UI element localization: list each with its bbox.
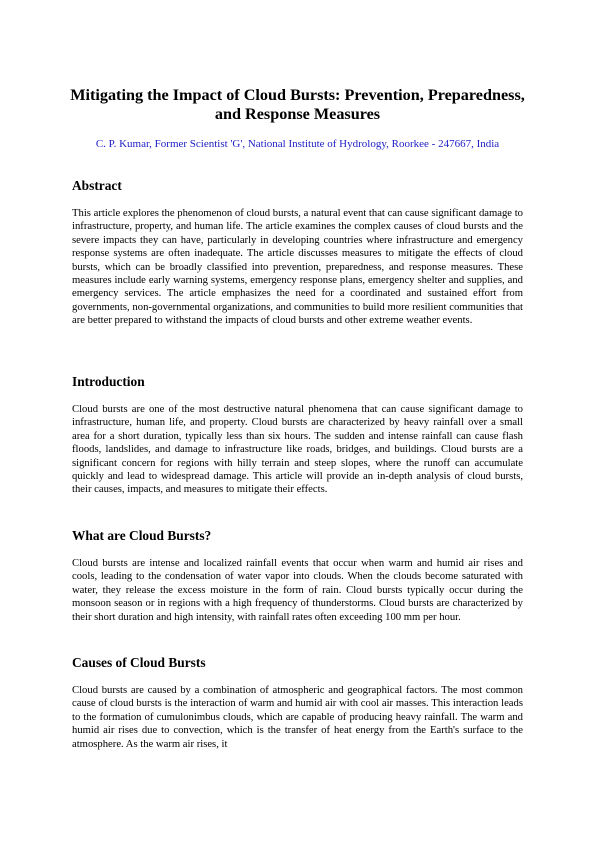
abstract-heading: Abstract	[72, 178, 122, 193]
abstract-section	[72, 178, 523, 328]
causes-heading: Causes of Cloud Bursts	[72, 655, 206, 670]
what-are-cloud-bursts-heading: What are Cloud Bursts?	[72, 528, 212, 543]
author-line: C. P. Kumar, Former Scientist 'G', National Institute of Hydrology, Roorkee - 247667, India	[95, 138, 500, 150]
introduction-section	[72, 374, 523, 497]
introduction-heading: Introduction	[72, 374, 145, 389]
what-are-cloud-bursts-section	[72, 528, 523, 624]
causes-paragraph: Cloud bursts are caused by a combination of atmospheric and geographical factors. The most common cause of cloud bursts is the interaction of warm and humid air with cool air masses. This interaction leads to the formation of cumulonimbus clouds, which are capable of producing heavy rainfall. The warm and humid air rises due to convection, which is the transfer of heat energy from the Earth's surface to the atmosphere. As the warm air rises, it	[72, 685, 523, 750]
causes-section	[72, 655, 523, 751]
paper-title: Mitigating the Impact of Cloud Bursts: Prevention, Preparedness, and Response Measures	[70, 86, 525, 123]
what-are-cloud-bursts-paragraph: Cloud bursts are intense and localized rainfall events that occur when warm and humid air rises and cools, leading to the condensation of water vapor into clouds. When the clouds become saturated with water, they release the excess moisture in the form of rain. Cloud bursts typically occur during the monsoon season or in regions with a high frequency of thunderstorms. Cloud bursts are characterized by their short duration and high intensity, with rainfall rates often exceeding 100 mm per hour.	[72, 558, 523, 623]
abstract-paragraph: This article explores the phenomenon of cloud bursts, a natural event that can cause significant damage to infrastructure, property, and human life. The article examines the complex causes of cloud bursts and the severe impacts they can have, particularly in developing countries where infrastructure and emergency response systems are often inadequate. The article discusses measures to mitigate the effects of cloud bursts, which can be broadly classified into prevention, preparedness, and response measures. These measures include early warning systems, emergency response plans, emergency shelter and supplies, and emergency services. The article emphasizes the need for a coordinated and sustained effort from governments, non-governmental organizations, and communities to build more resilient communities that are better prepared to withstand the impacts of cloud bursts and other extreme weather events.	[72, 208, 523, 327]
introduction-paragraph: Cloud bursts are one of the most destructive natural phenomena that can cause significant damage to infrastructure, human life, and property. Cloud bursts are characterized by heavy rainfall over a small area for a short duration, typically less than six hours. The sudden and intense rainfall can cause flash floods, landslides, and damage to infrastructure like roads, bridges, and buildings. Cloud bursts are a significant concern for regions with hilly terrain and steep slopes, where the runoff can accumulate quickly and lead to widespread damage. This article will provide an in-depth analysis of cloud bursts, their causes, impacts, and measures to mitigate their effects.	[72, 404, 523, 496]
